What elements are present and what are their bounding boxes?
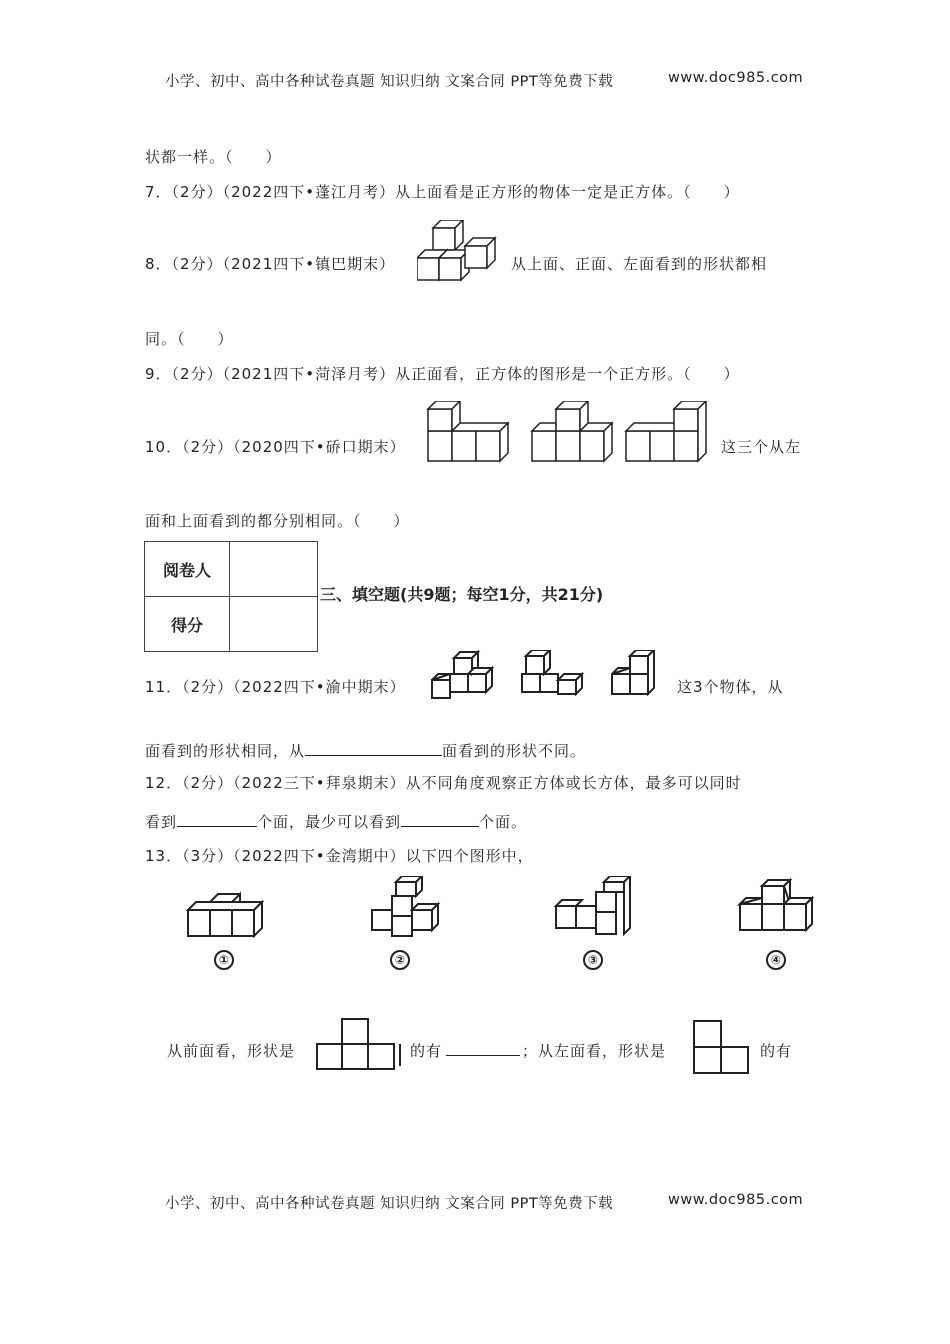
q13-option-figures bbox=[186, 876, 820, 942]
option-3-label bbox=[583, 950, 603, 970]
question-12-line2 bbox=[145, 811, 527, 832]
question-13: 13．（3分）（2022四下•金湾期中）以下四个图形中， bbox=[145, 847, 534, 865]
option-1-circle: ① bbox=[214, 950, 234, 970]
question-9: 9．（2分）（2021四下•菏泽月考）从正面看，正方体的图形是一个正方形。（ ） bbox=[145, 365, 740, 383]
option-4-label bbox=[766, 950, 786, 970]
left-view-shape bbox=[693, 1020, 749, 1074]
question-12: 12．（2分）（2022三下•拜泉期末）从不同角度观察正方体或长方体，最多可以同时 bbox=[145, 774, 742, 792]
option-3-circle: ③ bbox=[583, 950, 603, 970]
q11-text-a: 面看到的形状相同，从 bbox=[145, 742, 306, 760]
question-10-tail: 这三个从左 bbox=[721, 438, 802, 456]
section-title: 三、填空题(共9题；每空1分，共21分) bbox=[320, 585, 604, 604]
reviewer-cell[interactable] bbox=[230, 542, 318, 597]
question-8-end: 同。（ ） bbox=[145, 330, 234, 348]
question-10-head: 10．（2分）（2020四下•硚口期末） bbox=[145, 438, 406, 456]
reviewer-label: 阅卷人 bbox=[145, 542, 230, 597]
footer-text: 小学、初中、高中各种试卷真题 知识归纳 文案合同 PPT等免费下载 bbox=[165, 1196, 614, 1212]
option-2-circle: ② bbox=[390, 950, 410, 970]
q13-left-text: ；从左面看，形状是 bbox=[522, 1042, 667, 1060]
q12-blank-max[interactable] bbox=[177, 811, 257, 827]
option-4-circle: ④ bbox=[766, 950, 786, 970]
q13-blank-front[interactable] bbox=[446, 1055, 520, 1056]
q12-blank-min[interactable] bbox=[401, 811, 479, 827]
q12-text-a: 看到 bbox=[145, 813, 178, 831]
header-text: 小学、初中、高中各种试卷真题 知识归纳 文案合同 PPT等免费下载 bbox=[165, 74, 614, 90]
q11-cube-figures bbox=[430, 650, 666, 700]
line-q6-end: 状都一样。（ ） bbox=[145, 148, 282, 166]
q12-text-b: 个面，最少可以看到 bbox=[257, 813, 402, 831]
question-11-line2 bbox=[145, 740, 586, 761]
q13-front-text: 从前面看，形状是 bbox=[167, 1042, 296, 1060]
header-url[interactable]: www.doc985.com bbox=[668, 70, 804, 86]
grader-table bbox=[144, 541, 318, 652]
q10-cube-figures bbox=[426, 401, 716, 465]
q11-text-b: 面看到的形状不同。 bbox=[442, 742, 587, 760]
q11-blank[interactable] bbox=[305, 740, 442, 756]
q13-front-has: 的有 bbox=[410, 1042, 443, 1060]
score-cell[interactable] bbox=[230, 597, 318, 652]
front-view-shape bbox=[316, 1018, 402, 1070]
question-7: 7．（2分）（2022四下•蓬江月考）从上面看是正方形的物体一定是正方体。（ ） bbox=[145, 183, 740, 201]
option-1-label bbox=[214, 950, 234, 970]
option-2-label bbox=[390, 950, 410, 970]
score-label: 得分 bbox=[145, 597, 230, 652]
question-10-end: 面和上面看到的都分别相同。（ ） bbox=[145, 512, 410, 530]
q12-text-c: 个面。 bbox=[479, 813, 528, 831]
question-8-head: 8．（2分）（2021四下•镇巴期末） bbox=[145, 255, 396, 273]
q13-left-has: 的有 bbox=[760, 1042, 793, 1060]
footer-url[interactable]: www.doc985.com bbox=[668, 1192, 804, 1208]
question-11-tail: 这3个物体，从 bbox=[677, 678, 784, 696]
question-8-tail: 从上面、正面、左面看到的形状都相 bbox=[511, 255, 768, 273]
q8-cube-figure bbox=[417, 220, 503, 302]
question-11-head: 11．（2分）（2022四下•渝中期末） bbox=[145, 678, 406, 696]
